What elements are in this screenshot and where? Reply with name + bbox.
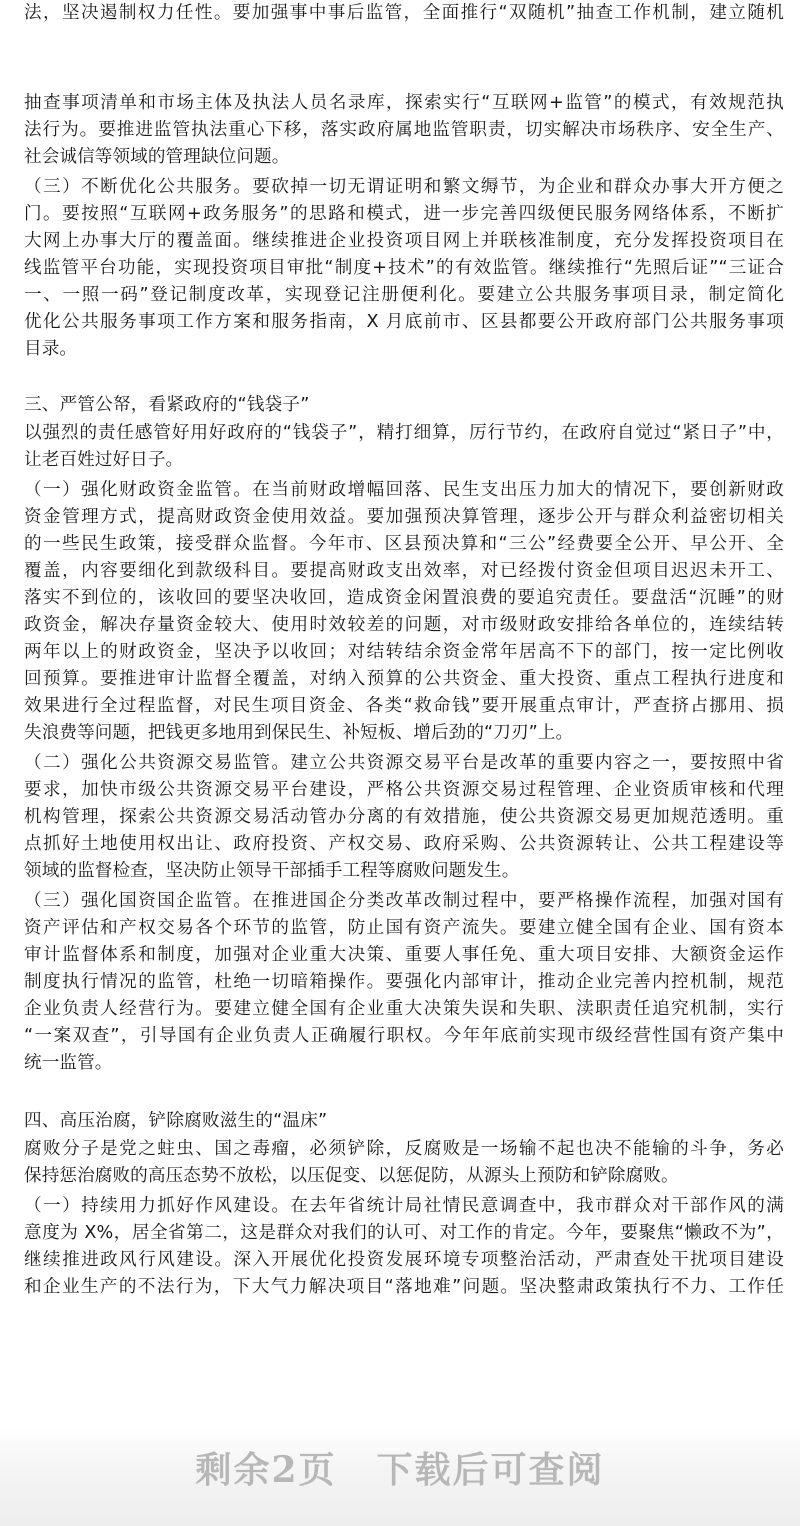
download-to-view-label: 下载后可查阅 (376, 1449, 605, 1491)
text-line: 和企业生产的不法行为，下大气力解决项目“落地难”问题。坚决整肃政策执行不力、工作任 (24, 1277, 784, 1297)
text-line: 回预算。要推进审计监督全覆盖，对纳入预算的公共资金、重大投资、重点工程执行进度和 (24, 669, 784, 689)
text-line: 法，坚决遏制权力任性。要加强事中事后监管，全面推行“双随机”抽查工作机制，建立随机 (24, 3, 784, 23)
text-line: 门。要按照“互联网+政务服务”的思路和模式，进一步完善四级便民服务网络体系，不断扩 (24, 204, 784, 224)
text-line: 以强烈的责任感管好用好政府的“钱袋子”，精打细算，厉行节约，在政府自觉过“紧日子”中， (24, 423, 784, 443)
text-line: 企业负责人经营行为。要建立健全国有企业重大决策失误和失职、渎职责任追究机制，实行 (24, 999, 784, 1019)
text-line: 继续推进政风行风建设。深入开展优化投资发展环境专项整治活动，严肃查处干扰项目建设 (24, 1250, 784, 1270)
text-line: 让老百姓过好日子。 (24, 450, 184, 470)
text-line: 线监管平台功能，实现投资项目审批“制度+技术”的有效监管。继续推行“先照后证”“三证合 (24, 258, 784, 278)
text-line: 效果进行全过程监督，对民生项目资金、各类“救命钱”要开展重点审计，严查挤占挪用、损 (24, 696, 784, 716)
text-line: 统一监管。 (24, 1053, 113, 1073)
text-line: （一）持续用力抓好作风建设。在去年省统计局社情民意调查中，我市群众对干部作风的满 (24, 1196, 784, 1216)
text-line: 资产评估和产权交易各个环节的监管，防止国有资产流失。要建立健全国有企业、国有资本 (24, 918, 784, 938)
text-line: 腐败分子是党之蛀虫、国之毒瘤，必须铲除，反腐败是一场输不起也决不能输的斗争，务必 (24, 1139, 784, 1159)
text-line: （三）强化国资国企监管。在推进国企分类改革改制过程中，要严格操作流程，加强对国有 (24, 891, 784, 911)
text-line: 两年以上的财政资金，坚决予以收回；对结转结余资金常年居高不下的部门，按一定比例收 (24, 642, 784, 662)
text-line: 审计监督体系和制度，加强对企业重大决策、重要人事任免、重大项目安排、大额资金运作 (24, 945, 784, 965)
section-heading: 三、严管公帑，看紧政府的“钱袋子” (24, 395, 310, 415)
remaining-pages-label: 剩余2页 (195, 1449, 337, 1491)
text-line: （二）强化公共资源交易监管。建立公共资源交易平台是改革的重要内容之一，要按照中省 (24, 753, 784, 773)
text-line: 点抓好土地使用权出让、政府投资、产权交易、政府采购、公共资源转让、公共工程建设等 (24, 834, 784, 854)
text-line: 社会诚信等领域的管理缺位问题。 (24, 147, 290, 167)
text-line: 一、一照一码”登记制度改革，实现登记注册便利化。要建立公共服务事项目录，制定简化 (24, 285, 784, 305)
footer-preview-notice[interactable] (0, 1442, 800, 1493)
text-line: 抽查事项清单和市场主体及执法人员名录库，探索实行“互联网+监管”的模式，有效规范执 (24, 93, 784, 113)
text-line: 机构管理，探索公共资源交易活动管办分离的有效措施，使公共资源交易更加规范透明。重 (24, 807, 784, 827)
section-heading: 四、高压治腐，铲除腐败滋生的“温床” (24, 1111, 328, 1131)
text-line: 领域的监督检查，坚决防止领导干部插手工程等腐败问题发生。 (24, 861, 520, 881)
text-line: 法行为。要推进监管执法重心下移，落实政府属地监管职责，切实解决市场秩序、安全生产、 (24, 120, 784, 140)
text-line: 政资金，解决存量资金较大、使用时效较差的问题，对市级财政安排给各单位的，连续结转 (24, 615, 784, 635)
text-line: 保持惩治腐败的高压态势不放松，以压促变、以惩促防，从源头上预防和铲除腐败。 (24, 1166, 679, 1186)
text-line: 制度执行情况的监管，杜绝一切暗箱操作。要强化内部审计，推动企业完善内控机制，规范 (24, 972, 784, 992)
text-line: 意度为 X%，居全省第二，这是群众对我们的认可、对工作的肯定。今年，要聚焦“懒政不为”， (24, 1223, 784, 1243)
text-line: （三）不断优化公共服务。要砍掉一切无谓证明和繁文缛节，为企业和群众办事大开方便之 (24, 177, 784, 197)
text-line: 大网上办事大厅的覆盖面。继续推进企业投资项目网上并联核准制度，充分发挥投资项目在 (24, 231, 784, 251)
text-line: 落实不到位的，该收回的要坚决收回，造成资金闲置浪费的要追究责任。要盘活“沉睡”的财 (24, 588, 784, 608)
text-line: 的一些民生政策，接受群众监督。今年市、区县预决算和“三公”经费要全公开、早公开、全 (24, 534, 784, 554)
text-line: 目录。 (24, 339, 78, 359)
text-line: 优化公共服务事项工作方案和服务指南，X 月底前市、区县都要公开政府部门公共服务事项 (24, 312, 784, 332)
text-line: 要求，加快市级公共资源交易平台建设，严格公共资源交易过程管理、企业资质审核和代理 (24, 780, 784, 800)
text-line: 失浪费等问题，把钱更多地用到保民生、补短板、增后劲的“刀刃”上。 (24, 723, 574, 743)
text-line: “一案双查”，引导国有企业负责人正确履行职权。今年年底前实现市级经营性国有资产集中 (24, 1026, 784, 1046)
text-line: （一）强化财政资金监管。在当前财政增幅回落、民生支出压力加大的情况下，要创新财政 (24, 480, 784, 500)
text-line: 覆盖，内容要细化到款级科目。要提高财政支出效率，对已经拨付资金但项目迟迟未开工、 (24, 561, 784, 581)
text-line: 资金管理方式，提高财政资金使用效益。要加强预决算管理，逐步公开与群众利益密切相关 (24, 507, 784, 527)
